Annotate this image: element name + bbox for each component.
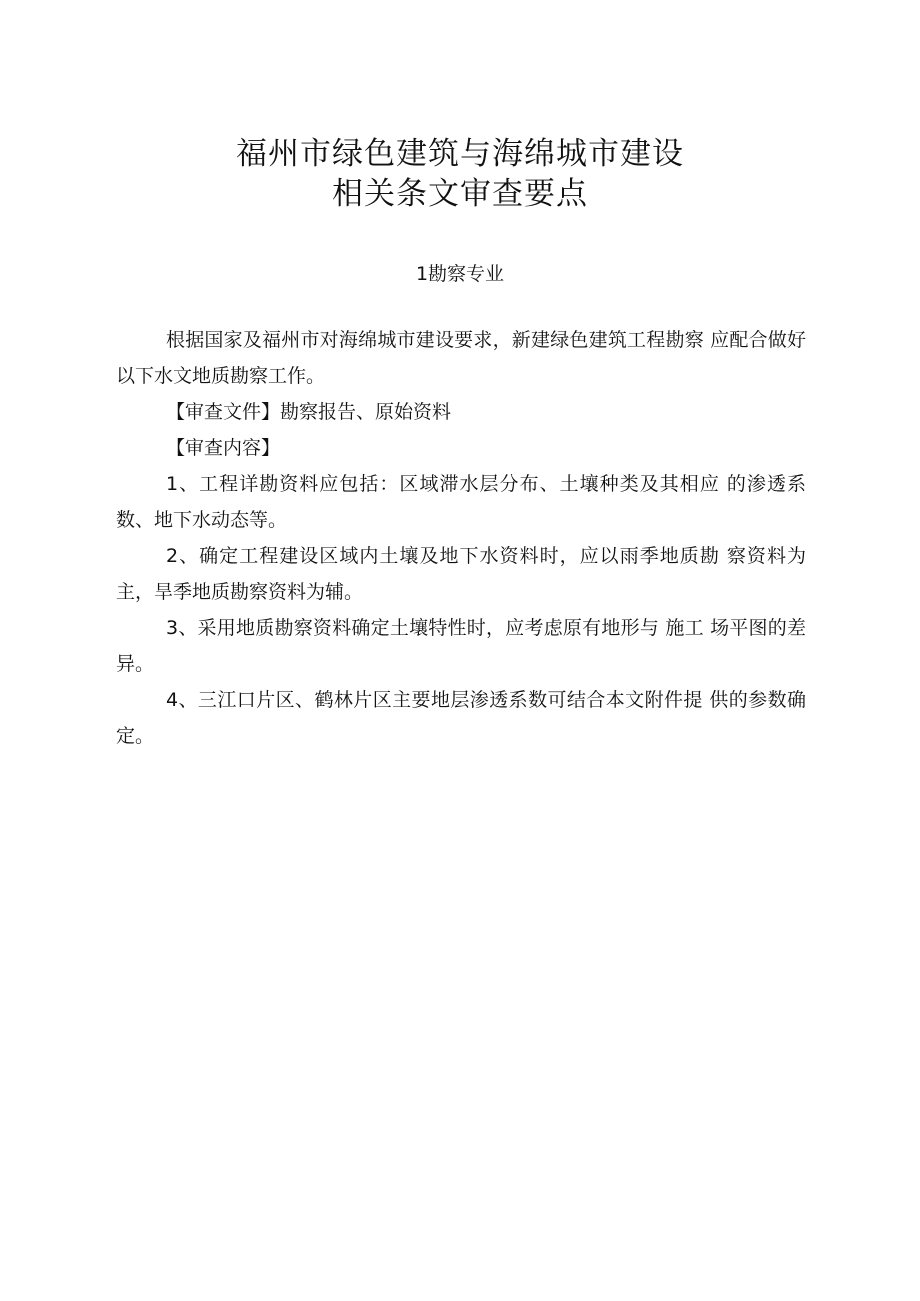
- section-heading: 1勘察专业: [415, 263, 505, 285]
- review-item-1: 1、工程详勘资料应包括：区域滞水层分布、土壤种类及其相应 的渗透系数、地下水动态等。: [116, 473, 806, 531]
- review-item-2: 2、确定工程建设区域内土壤及地下水资料时，应以雨季地质勘 察资料为主，旱季地质勘察资料为辅。: [116, 545, 806, 603]
- intro-paragraph: 根据国家及福州市对海绵城市建设要求，新建绿色建筑工程勘察 应配合做好以下水文地质勘察工作。: [116, 329, 806, 387]
- review-content-label: 【审查内容】: [166, 437, 281, 459]
- review-item-3: 3、采用地质勘察资料确定土壤特性时，应考虑原有地形与 施工 场平图的差异。: [116, 617, 806, 675]
- document-title-line-2: 相关条文审查要点: [332, 176, 588, 212]
- review-files-line: 【审查文件】勘察报告、原始资料: [166, 401, 452, 423]
- review-item-4: 4、三江口片区、鹤林片区主要地层渗透系数可结合本文附件提 供的参数确定。: [116, 689, 806, 747]
- document-body: [116, 322, 806, 754]
- document-title-line-1: 福州市绿色建筑与海绵城市建设: [236, 136, 684, 172]
